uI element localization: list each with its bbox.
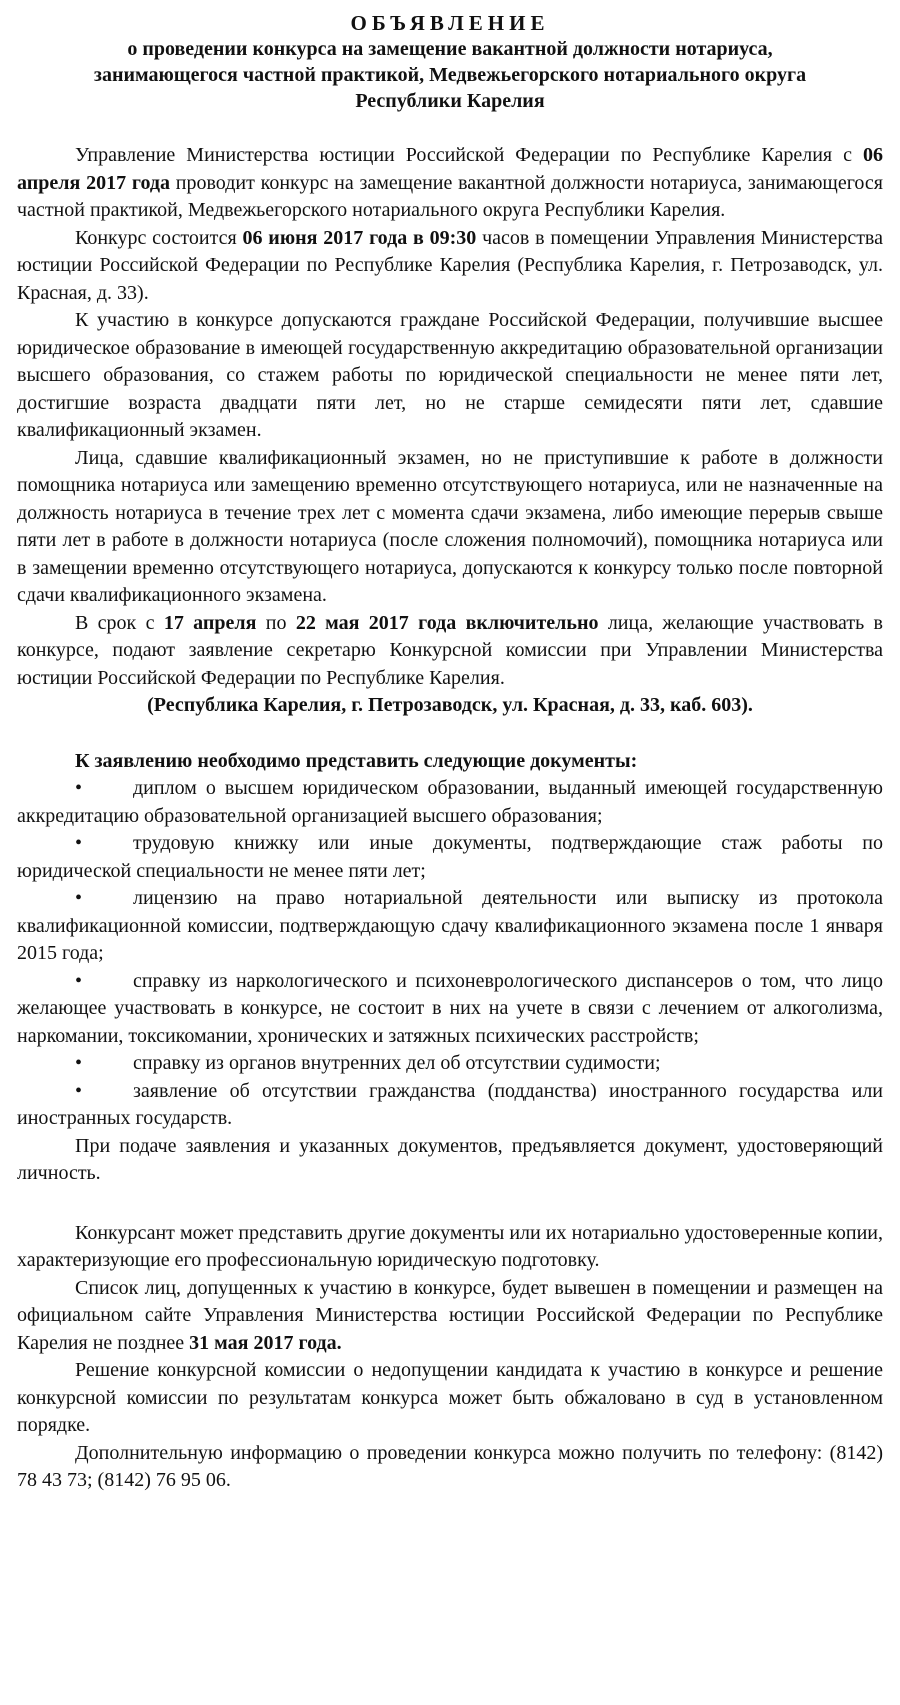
documents-heading: К заявлению необходимо представить следующие документы:	[75, 749, 638, 772]
paragraph-competition-start	[17, 142, 883, 225]
list-deadline: 31 мая 2017 года.	[189, 1331, 342, 1354]
list-item-text: справку из наркологического и психоневрологического диспансеров о том, что лицо желающее участвовать в конкурсе, не состоит в них на учете в связи с лечением от алкоголизма, наркомании, токсикомании, хронических и затяжных психических расстройств;	[17, 969, 883, 1047]
text-run: Управление Министерства юстиции Российской Федерации по Республике Карелия с	[75, 144, 863, 166]
bullet-icon: •	[75, 777, 83, 799]
period-end: 22 мая 2017 года включительно	[295, 611, 599, 634]
list-item	[17, 968, 883, 1051]
text-run: В срок с	[75, 611, 164, 634]
text-run: Список лиц, допущенных к участию в конкурсе, будет вывешен в помещении и размещен на официальном сайте Управления Министерства юстиции Российской Федерации по Республике Карелия не позднее	[17, 1276, 883, 1354]
announcement-document	[17, 10, 883, 1495]
start-date: 06 апреля 2017 года	[17, 144, 883, 194]
paragraph-contact-phones: Дополнительную информацию о проведении конкурса можно получить по телефону: (8142) 78 43 73; (8142) 76 95 06.	[17, 1441, 883, 1491]
list-item	[17, 775, 883, 830]
bullet-icon: •	[75, 969, 83, 992]
paragraph-competition-date	[17, 225, 883, 308]
text-run: Конкурс состоится	[75, 226, 243, 249]
text-run: по	[256, 611, 296, 634]
bullet-icon: •	[75, 887, 83, 909]
paragraph-eligibility: К участию в конкурсе допускаются граждане Российской Федерации, получившие высшее юридическое образование в имеющей государственную аккредитацию образовательной организации высшего образования, со стажем работы по юридической специальности не менее пяти лет, достигшие возраста двадцати пяти лет, но не старше семидесяти пяти лет, сдавшие квалификационный экзамен.	[17, 309, 883, 441]
document-subtitle-line-3: Республики Карелия	[355, 90, 545, 112]
document-title: ОБЪЯВЛЕНИЕ	[350, 11, 550, 35]
list-item	[17, 1050, 883, 1078]
bullet-icon: •	[75, 1079, 83, 1102]
text-run: часов в помещении Управления Министерства юстиции Российской Федерации по Республике Карелия (Республика Карелия, г. Петрозаводск, ул. Красная, д. 33).	[17, 226, 883, 304]
paragraph-reexam: Лица, сдавшие квалификационный экзамен, но не приступившие к работе в должности помощника нотариуса или замещению временно отсутствующего нотариуса, или не назначенные на должность нотариуса в течение трех лет с момента сдачи экзамена, либо имеющие перерыв свыше пяти лет в работе в должности нотариуса (после сложения полномочий), помощника нотариуса или в замещении временно отсутствующего нотариуса, допускаются к конкурсу только после повторной сдачи квалификационного экзамена.	[17, 446, 883, 606]
paragraph-identity: При подаче заявления и указанных документов, предъявляется документ, удостоверяющий личность.	[17, 1134, 883, 1184]
list-item-text: лицензию на право нотариальной деятельности или выписку из протокола квалификационной комиссии, подтверждающую сдачу квалификационного экзамена после 1 января 2015 года;	[17, 887, 883, 964]
list-item	[17, 830, 883, 885]
paragraph-additional-docs: Конкурсант может представить другие документы или их нотариально удостоверенные копии, характеризующие его профессиональную юридическую подготовку.	[17, 1221, 883, 1271]
paragraph-application-period	[17, 610, 883, 693]
list-item-text: справку из органов внутренних дел об отсутствии судимости;	[133, 1052, 661, 1074]
paragraph-admitted-list	[17, 1275, 883, 1358]
list-item	[17, 1078, 883, 1133]
document-subtitle-line-1: о проведении конкурса на замещение вакантной должности нотариуса,	[127, 38, 773, 60]
text-run: лица, желающие участвовать в конкурсе, подают заявление секретарю Конкурсной комиссии при Управлении Министерства юстиции Российской Федерации по Республике Карелия.	[17, 611, 883, 689]
period-start: 17 апреля	[163, 611, 257, 634]
address-line: (Республика Карелия, г. Петрозаводск, ул. Красная, д. 33, каб. 603).	[147, 694, 753, 716]
list-item	[17, 885, 883, 968]
document-subtitle-line-2: занимающегося частной практикой, Медвежьегорского нотариального округа	[93, 64, 807, 86]
list-item-text: диплом о высшем юридическом образовании, выданный имеющей государственную аккредитацию образовательной организацией высшего образования;	[17, 777, 883, 827]
competition-date: 06 июня 2017 года в 09:30	[242, 226, 477, 249]
list-item-text: заявление об отсутствии гражданства (подданства) иностранного государства или иностранных государств.	[17, 1079, 883, 1129]
bullet-icon: •	[75, 1052, 83, 1074]
paragraph-appeal: Решение конкурсной комиссии о недопущении кандидата к участию в конкурсе и решение конкурсной комиссии по результатам конкурса может быть обжаловано в суд в установленном порядке.	[17, 1359, 883, 1436]
text-run: проводит конкурс на замещение вакантной должности нотариуса, занимающегося частной практикой, Медвежьегорского нотариального округа Республики Карелия.	[17, 171, 883, 221]
bullet-icon: •	[75, 832, 83, 854]
list-item-text: трудовую книжку или иные документы, подтверждающие стаж работы по юридической специальности не менее пяти лет;	[17, 832, 883, 882]
